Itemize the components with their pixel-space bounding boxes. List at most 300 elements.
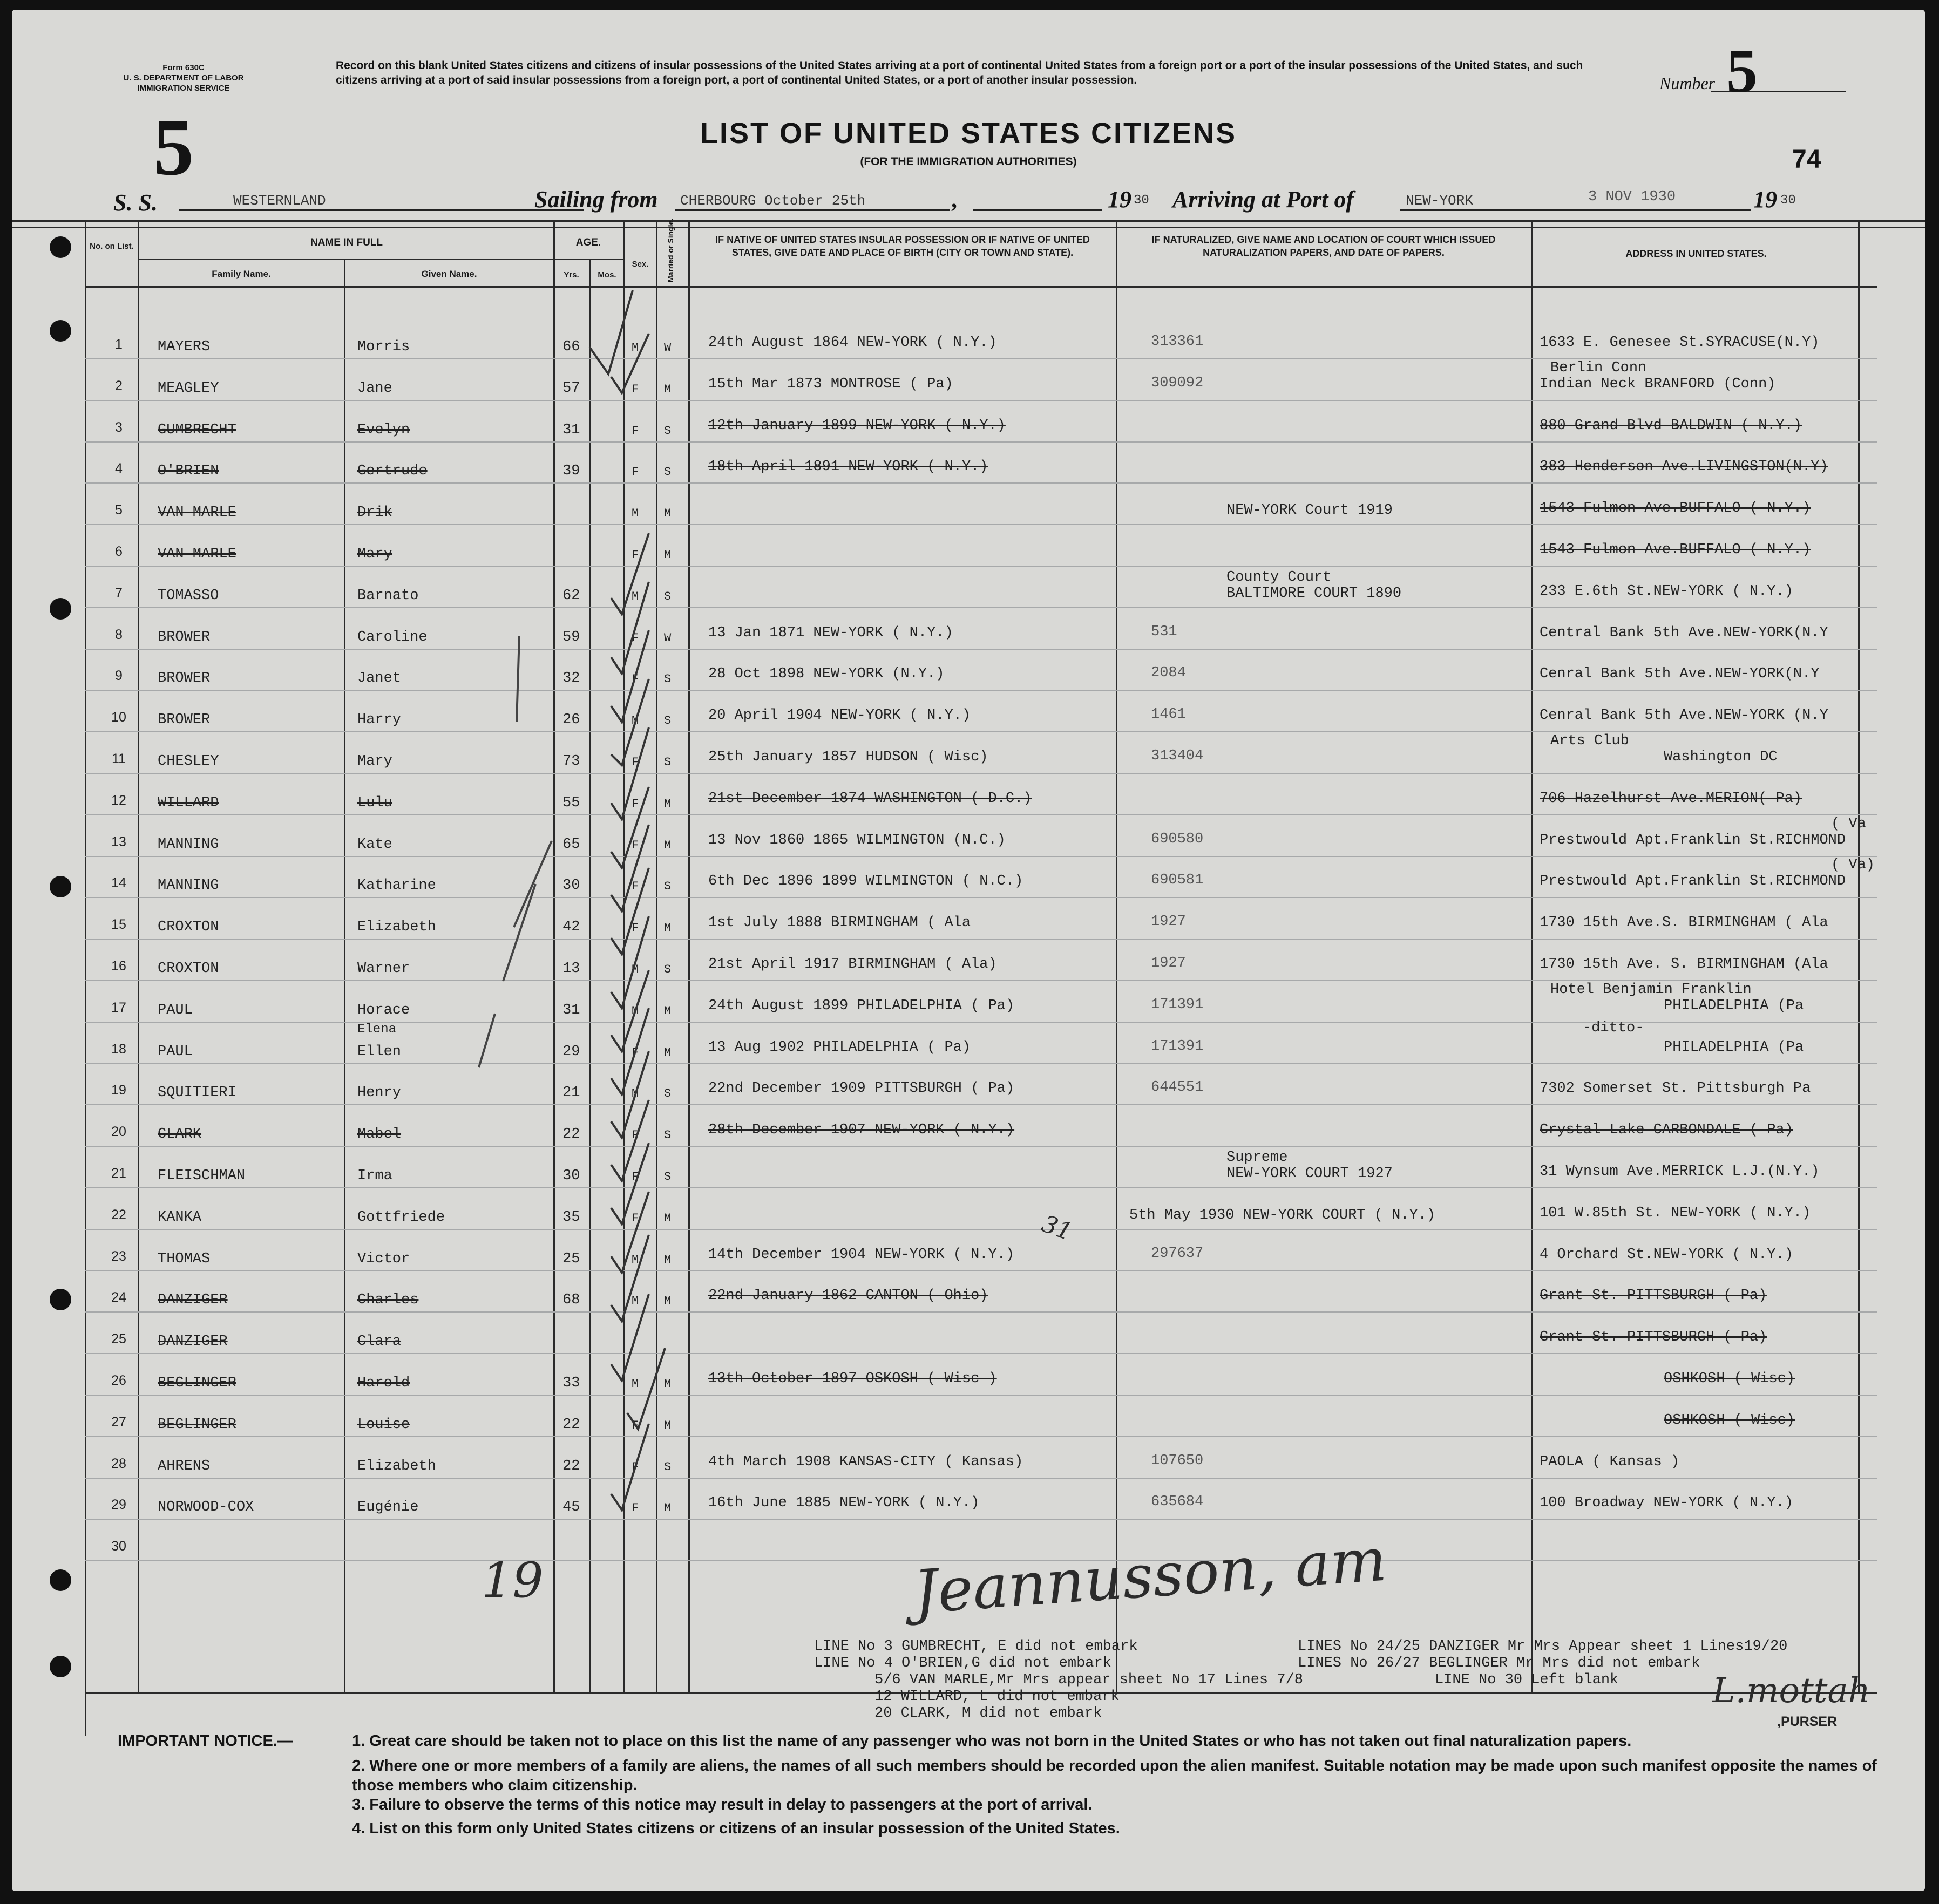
cell-birth: 21st December 1874 WASHINGTON ( D.C.)	[708, 790, 1032, 807]
cell-family: CROXTON	[158, 961, 219, 977]
cell-given: Mary	[357, 753, 392, 770]
cell-sex: F	[632, 382, 639, 396]
cell-no: 23	[111, 1248, 126, 1264]
cell-given: Irma	[357, 1168, 392, 1184]
cell-yrs: 22	[562, 1126, 580, 1143]
cell-addr: Indian Neck BRANFORD (Conn)	[1540, 376, 1776, 392]
footer-note-right: LINES No 26/27 BEGLINGER Mr Mrs did not embark	[1298, 1655, 1700, 1671]
ship-name: WESTERNLAND	[179, 189, 584, 211]
row-rule	[85, 1311, 1877, 1313]
cell-nat_note: County Court	[1226, 569, 1332, 586]
check-mark	[627, 1348, 665, 1429]
row-rule	[85, 690, 1877, 691]
cell-ms: S	[664, 714, 672, 728]
page-title: LIST OF UNITED STATES CITIZENS	[700, 117, 1237, 149]
check-mark	[611, 1294, 649, 1381]
cell-no: 26	[111, 1373, 126, 1388]
cell-given: Mabel	[357, 1126, 402, 1143]
row-rule	[85, 1104, 1877, 1105]
year-value-1: 30	[1134, 193, 1149, 208]
cell-no: 22	[111, 1207, 126, 1222]
cell-ms: S	[664, 1128, 672, 1143]
cell-family: CROXTON	[158, 919, 219, 936]
cell-yrs: 42	[562, 919, 580, 936]
cell-addr: 880 Grand Blvd BALDWIN ( N.Y.)	[1540, 417, 1802, 434]
row-rule	[85, 897, 1877, 898]
cell-birth: 4th March 1908 KANSAS-CITY ( Kansas)	[708, 1453, 1023, 1470]
col-age-header: AGE.	[575, 237, 601, 248]
footer-note: LINE No 3 GUMBRECHT, E did not embark	[814, 1638, 1138, 1655]
cell-addr: 1543 Fulmon Ave.BUFFALO ( N.Y.)	[1540, 542, 1811, 558]
cell-ms: S	[664, 756, 672, 769]
cell-given: Gertrude	[357, 463, 428, 480]
cell-ms: M	[664, 1294, 672, 1308]
cell-family: CHESLEY	[158, 753, 219, 770]
cell-ms: W	[664, 341, 672, 355]
cell-family: MANNING	[158, 836, 219, 853]
check-marks	[568, 280, 692, 1521]
cell-ms: W	[664, 631, 672, 645]
cell-addr_note: Arts Club	[1550, 733, 1629, 749]
cell-addr: PHILADELPHIA (Pa	[1664, 997, 1804, 1014]
arrival-date-stamp: 3 NOV 1930	[1588, 189, 1676, 205]
cell-addr_note: Berlin Conn	[1550, 359, 1647, 376]
cell-birth: 22nd January 1862 CANTON ( Ohio)	[708, 1288, 988, 1304]
cell-sex: F	[632, 1460, 639, 1474]
cell-no: 30	[111, 1539, 126, 1554]
cell-sex: F	[632, 1128, 639, 1143]
tally-mark	[514, 841, 552, 927]
notice-item-3: 3. Failure to observe the terms of this notice may result in delay to passengers at the port of arrival.	[352, 1796, 1093, 1813]
row-rule	[85, 1478, 1877, 1479]
tally-marks	[455, 625, 562, 1084]
cell-family: MEAGLEY	[158, 380, 219, 397]
cell-addr: PAOLA ( Kansas )	[1540, 1453, 1680, 1470]
cell-addr_note: ( Va	[1831, 815, 1866, 832]
cell-ms: S	[664, 465, 672, 479]
cell-ms: M	[664, 838, 672, 852]
tally-mark	[517, 636, 519, 722]
cell-sex: F	[632, 1211, 639, 1225]
cell-birth: 12th January 1899 NEW-YORK ( N.Y.)	[708, 417, 1006, 434]
cell-nat: 635684	[1151, 1494, 1204, 1511]
cell-nat: 313404	[1151, 748, 1204, 764]
cell-nat: 107650	[1151, 1452, 1204, 1469]
cell-given: Elizabeth	[357, 1458, 436, 1474]
cell-sex: M	[632, 1294, 639, 1308]
table-top-rule-2	[12, 227, 1925, 228]
cell-yrs: 31	[562, 421, 580, 438]
cell-addr: 706 Hazelhurst Ave.MERION( Pa)	[1540, 790, 1802, 807]
footer-note: 5/6 VAN MARLE,Mr Mrs appear sheet No 17 Lines 7/8	[874, 1672, 1303, 1688]
cell-yrs: 62	[562, 587, 580, 604]
cell-sex: F	[632, 1418, 639, 1432]
cell-sex: M	[632, 341, 639, 355]
sheet-mark: 5	[153, 103, 194, 192]
cell-yrs: 65	[562, 836, 580, 853]
cell-no: 29	[111, 1497, 126, 1513]
cell-given: Ellen	[357, 1043, 402, 1060]
col-sex-header: Sex.	[632, 260, 649, 269]
cell-addr: Crystal Lake CARBONDALE ( Pa)	[1540, 1122, 1793, 1139]
cell-given: Mary	[357, 546, 392, 562]
cell-family: BROWER	[158, 629, 211, 645]
cell-yrs: 39	[562, 463, 580, 480]
cell-given: Jane	[357, 380, 392, 397]
cell-addr: 100 Broadway NEW-YORK ( N.Y.)	[1540, 1495, 1793, 1512]
purser-label: ,PURSER	[1777, 1714, 1838, 1729]
name-subheader-rule	[138, 259, 564, 260]
cell-yrs: 30	[562, 878, 580, 894]
row-rule	[85, 1187, 1877, 1188]
cell-ms: S	[664, 1460, 672, 1474]
comma-1: ,	[951, 186, 957, 213]
check-mark	[611, 1051, 649, 1138]
cell-addr_ditto: -ditto-	[1583, 1019, 1644, 1036]
col-address-header: ADDRESS IN UNITED STATES.	[1625, 248, 1767, 259]
cell-family: TOMASSO	[158, 587, 219, 604]
number-label: Number	[1659, 73, 1716, 93]
cell-birth: 20 April 1904 NEW-YORK ( N.Y.)	[708, 708, 971, 724]
sailing-label: Sailing from	[534, 186, 658, 213]
cell-no: 16	[111, 958, 126, 974]
cell-sex: F	[632, 880, 639, 894]
cell-no: 8	[115, 627, 123, 642]
cell-addr: OSHKOSH ( Wisc)	[1664, 1371, 1795, 1387]
notice-item-2: 2. Where one or more members of a family are aliens, the names of all such members should be recorded upon the alien manifest. Suitable notation may be made upon such manifest opposite the names of those members who claim citizenship.	[352, 1757, 1877, 1794]
row-rule	[85, 400, 1877, 401]
cell-nat: 531	[1151, 623, 1177, 640]
col-birth-header: IF NATIVE OF UNITED STATES INSULAR POSSESSION OR IF NATIVE OF UNITED STATES, GIVE DATE AND PLACE OF BIRTH (CITY OR TOWN AND STATE).	[715, 234, 1090, 258]
binder-hole	[50, 1656, 71, 1677]
footer-note-right: LINE No 30 Left blank	[1435, 1672, 1619, 1688]
cell-sex: F	[632, 465, 639, 479]
cell-given: Victor	[357, 1250, 410, 1267]
cell-family: BEGLINGER	[158, 1416, 236, 1433]
cell-ms: M	[664, 1253, 672, 1267]
cell-family: PAUL	[158, 1002, 193, 1018]
cell-nat: NEW-YORK COURT 1927	[1226, 1166, 1393, 1182]
cell-addr: 31 Wynsum Ave.MERRICK L.J.(N.Y.)	[1540, 1164, 1820, 1180]
binder-hole	[50, 1289, 71, 1310]
cell-family: NORWOOD-COX	[158, 1499, 254, 1516]
notice-item-4: 4. List on this form only United States citizens or citizens of an insular possession of the United States.	[352, 1820, 1120, 1837]
cell-yrs: 57	[562, 380, 580, 397]
cell-no: 21	[111, 1166, 126, 1181]
cell-sex: F	[632, 672, 639, 686]
col-married-header: Married or Single.	[666, 218, 675, 282]
cell-sex: F	[632, 631, 639, 645]
cell-family: KANKA	[158, 1209, 202, 1226]
row-rule	[85, 358, 1877, 359]
cell-ms: S	[664, 1170, 672, 1184]
cell-addr: 1633 E. Genesee St.SYRACUSE(N.Y)	[1540, 335, 1820, 351]
cell-no: 27	[111, 1414, 126, 1430]
cell-ms: M	[664, 921, 672, 935]
manifest-sheet	[12, 10, 1925, 1891]
form-id-block	[70, 63, 297, 93]
check-mark-strokes	[589, 290, 665, 1510]
cell-ms: M	[664, 1377, 672, 1391]
cell-sex: M	[632, 507, 639, 521]
check-mark	[611, 582, 649, 674]
check-mark	[611, 787, 649, 868]
cell-no: 3	[115, 419, 123, 435]
cell-no: 24	[111, 1290, 126, 1305]
cell-ms: M	[664, 1004, 672, 1018]
cell-no: 15	[111, 917, 126, 933]
col-family-header: Family Name.	[212, 269, 271, 279]
cell-sex: M	[632, 1087, 639, 1101]
cell-addr: Prestwould Apt.Franklin St.RICHMOND	[1540, 873, 1846, 890]
cell-no: 4	[115, 461, 123, 477]
arriving-port: NEW-YORK	[1400, 189, 1751, 211]
notice-heading: IMPORTANT NOTICE.—	[118, 1732, 293, 1750]
row-rule	[85, 856, 1877, 857]
cell-nat: 297637	[1151, 1245, 1204, 1262]
col-mos-header: Mos.	[598, 270, 616, 280]
row-rule	[85, 607, 1877, 608]
binder-hole	[50, 236, 71, 258]
cell-sex: M	[632, 589, 639, 603]
cell-family: VAN MARLE	[158, 546, 236, 562]
cell-family: BROWER	[158, 712, 211, 729]
cell-yrs: 21	[562, 1085, 580, 1101]
page-subtitle: (FOR THE IMMIGRATION AUTHORITIES)	[860, 155, 1077, 168]
cell-family: AHRENS	[158, 1458, 211, 1474]
cell-birth: 24th August 1864 NEW-YORK ( N.Y.)	[708, 335, 997, 351]
cell-addr_note: ( Va)	[1831, 857, 1875, 874]
cell-birth: 22nd December 1909 PITTSBURGH ( Pa)	[708, 1080, 1015, 1097]
cell-ms: M	[664, 507, 672, 521]
cell-given: Evelyn	[357, 421, 410, 438]
cell-given: Harold	[357, 1375, 410, 1391]
cell-nat: 2084	[1151, 665, 1186, 682]
cell-yrs: 55	[562, 794, 580, 811]
check-mark	[611, 1008, 649, 1094]
col-nat-header: IF NATURALIZED, GIVE NAME AND LOCATION OF COURT WHICH ISSUED NATURALIZATION PAPERS, AND DATE OF PAPERS.	[1151, 234, 1496, 258]
cell-family: DANZIGER	[158, 1292, 228, 1309]
cell-ms: M	[664, 797, 672, 811]
cell-no: 28	[111, 1456, 126, 1471]
cell-given: Eugénie	[357, 1499, 419, 1516]
row-rule	[85, 649, 1877, 650]
cell-nat: 5th May 1930 NEW-YORK COURT ( N.Y.)	[1129, 1207, 1436, 1223]
cell-given: Drik	[357, 505, 392, 521]
cell-no: 18	[111, 1041, 126, 1057]
cell-yrs: 22	[562, 1416, 580, 1433]
cell-sex: F	[632, 548, 639, 562]
row-rule	[85, 1270, 1877, 1271]
check-mark	[611, 1424, 649, 1510]
cell-sex: F	[632, 838, 639, 852]
cell-given_note: Elena	[357, 1022, 397, 1037]
cell-yrs: 45	[562, 1499, 580, 1516]
col-yrs-header: Yrs.	[564, 270, 579, 280]
binder-hole	[50, 598, 71, 620]
cell-yrs: 25	[562, 1250, 580, 1267]
cell-family: BEGLINGER	[158, 1375, 236, 1391]
service: IMMIGRATION SERVICE	[137, 84, 230, 93]
cell-addr: 1730 15th Ave.S. BIRMINGHAM ( Ala	[1540, 915, 1828, 931]
cell-nat: NEW-YORK Court 1919	[1226, 502, 1393, 519]
cell-nat: 313361	[1151, 334, 1204, 350]
cell-given: Caroline	[357, 629, 428, 645]
cell-no: 7	[115, 585, 123, 601]
cell-family: THOMAS	[158, 1250, 211, 1267]
cell-addr: PHILADELPHIA (Pa	[1664, 1039, 1804, 1056]
col-name-header: NAME IN FULL	[310, 237, 383, 248]
cell-ms: M	[664, 1045, 672, 1059]
cell-ms: S	[664, 672, 672, 686]
cell-given: Horace	[357, 1002, 410, 1018]
cell-birth: 1st July 1888 BIRMINGHAM ( Ala	[708, 915, 971, 931]
cell-no: 10	[111, 710, 126, 725]
cell-yrs: 73	[562, 753, 580, 770]
page-stamp: 74	[1792, 145, 1821, 174]
cell-family: VAN MARLE	[158, 505, 236, 521]
cell-family: MAYERS	[158, 339, 211, 355]
cell-no: 9	[115, 668, 123, 684]
number-value: 5	[1726, 37, 1758, 106]
cell-nat: 690581	[1151, 872, 1204, 889]
tally-mark-strokes	[479, 636, 552, 1067]
cell-sex: F	[632, 797, 639, 811]
mark-31: 31	[1038, 1209, 1076, 1247]
cell-addr: Prestwould Apt.Franklin St.RICHMOND	[1540, 832, 1846, 848]
col-no-header: No. on List.	[90, 242, 134, 251]
notice-item-1: 1. Great care should be taken not to place on this list the name of any passenger who was not born in the United States or who has not taken out final naturalization papers.	[352, 1732, 1632, 1750]
cell-addr: 1543 Fulmon Ave.BUFFALO ( N.Y.)	[1540, 500, 1811, 517]
cell-given: Barnato	[357, 587, 419, 604]
cell-family: CLARK	[158, 1126, 202, 1143]
cell-nat_note: Supreme	[1226, 1150, 1288, 1166]
cell-family: WILLARD	[158, 794, 219, 811]
cell-addr: 4 Orchard St.NEW-YORK ( N.Y.)	[1540, 1246, 1793, 1263]
row-rule	[85, 566, 1877, 567]
cell-yrs: 68	[562, 1292, 580, 1309]
tally-mark	[479, 1014, 495, 1067]
cell-nat: 309092	[1151, 375, 1204, 391]
row-rule	[85, 731, 1877, 732]
cell-nat: 1927	[1151, 955, 1186, 971]
cell-sex: F	[632, 1501, 639, 1515]
cell-addr: 233 E.6th St.NEW-YORK ( N.Y.)	[1540, 583, 1793, 600]
officer-signature: Jeannusson, am	[911, 1525, 1389, 1627]
cell-addr_note: Hotel Benjamin Franklin	[1550, 981, 1752, 998]
arriving-label: Arriving at Port of	[1172, 186, 1354, 213]
cell-nat: BALTIMORE COURT 1890	[1226, 585, 1402, 602]
row-rule	[85, 939, 1877, 940]
cell-ms: S	[664, 880, 672, 894]
cell-no: 13	[111, 834, 126, 849]
col-given-header: Given Name.	[421, 269, 477, 279]
cell-no: 12	[111, 792, 126, 808]
cell-ms: M	[664, 1418, 672, 1432]
row-rule	[85, 1229, 1877, 1230]
check-mark	[611, 825, 649, 911]
cell-addr: Cenral Bank 5th Ave.NEW-YORK(N.Y	[1540, 666, 1820, 683]
cell-given: Katharine	[357, 878, 436, 894]
row-rule	[85, 1436, 1877, 1437]
cell-sex: M	[632, 963, 639, 976]
cell-no: 6	[115, 544, 123, 559]
row-rule	[85, 482, 1877, 484]
cell-given: Gottfriede	[357, 1209, 445, 1226]
cell-given: Kate	[357, 836, 392, 853]
cell-birth: 6th Dec 1896 1899 WILMINGTON ( N.C.)	[708, 873, 1023, 890]
footer-note: 20 CLARK, M did not embark	[874, 1705, 1102, 1722]
footer-note: LINE No 4 O'BRIEN,G did not embark	[814, 1655, 1111, 1671]
row-rule	[85, 814, 1877, 815]
cell-birth: 28th December 1907 NEW-YORK ( N.Y.)	[708, 1122, 1015, 1139]
row-rule	[85, 1063, 1877, 1064]
cell-birth: 13 Jan 1871 NEW-YORK ( N.Y.)	[708, 624, 953, 641]
cell-given: Elizabeth	[357, 919, 436, 936]
cell-no: 19	[111, 1083, 126, 1098]
cell-sex: F	[632, 424, 639, 438]
row-rule	[85, 1395, 1877, 1396]
cell-sex: M	[632, 1377, 639, 1391]
cell-given: Clara	[357, 1334, 402, 1350]
footer-note: 12 WILLARD, L did not embark	[874, 1689, 1120, 1705]
cell-yrs: 22	[562, 1458, 580, 1474]
cell-family: GUMBRECHT	[158, 421, 236, 438]
cell-family: FLEISCHMAN	[158, 1168, 246, 1184]
table-header-bottom-rule	[85, 286, 1877, 288]
cell-no: 25	[111, 1331, 126, 1347]
cell-nat: 644551	[1151, 1079, 1204, 1096]
footer-note-right: LINES No 24/25 DANZIGER Mr Mrs Appear sheet 1 Lines19/20	[1298, 1638, 1788, 1655]
cell-addr: Cenral Bank 5th Ave.NEW-YORK (N.Y	[1540, 708, 1828, 724]
cell-nat: 171391	[1151, 1038, 1204, 1055]
row-rule	[85, 1146, 1877, 1147]
cell-yrs: 29	[562, 1043, 580, 1060]
cell-yrs: 35	[562, 1209, 580, 1226]
cell-given: Warner	[357, 961, 410, 977]
cell-no: 2	[115, 378, 123, 393]
cell-family: BROWER	[158, 670, 211, 687]
cell-given: Morris	[357, 339, 410, 355]
cell-yrs: 31	[562, 1002, 580, 1018]
cell-sex: F	[632, 1045, 639, 1059]
cell-addr: Grant St. PITTSBURGH ( Pa)	[1540, 1329, 1767, 1346]
cell-ms: M	[664, 382, 672, 396]
cell-addr: 101 W.85th St. NEW-YORK ( N.Y.)	[1540, 1205, 1811, 1221]
cell-family: DANZIGER	[158, 1334, 228, 1350]
cell-sex: M	[632, 1253, 639, 1267]
check-mark	[589, 290, 633, 374]
table-top-rule	[12, 220, 1925, 222]
cell-ms: S	[664, 963, 672, 976]
cell-ms: S	[664, 1087, 672, 1101]
cell-yrs: 59	[562, 629, 580, 645]
tally-mark	[503, 884, 535, 981]
cell-given: Harry	[357, 712, 402, 729]
cell-nat: 690580	[1151, 831, 1204, 847]
cell-addr: 7302 Somerset St. Pittsburgh Pa	[1540, 1080, 1811, 1097]
cell-family: MANNING	[158, 878, 219, 894]
ss-label: S. S.	[113, 189, 158, 216]
year-label-1: 19	[1108, 186, 1131, 213]
row-rule	[85, 773, 1877, 774]
cell-family: O'BRIEN	[158, 463, 219, 480]
cell-given: Charles	[357, 1292, 419, 1309]
cell-addr: Washington DC	[1664, 749, 1778, 765]
sailing-from: CHERBOURG October 25th	[675, 189, 950, 211]
cell-given: Louise	[357, 1416, 410, 1433]
sailing-blank	[973, 189, 1102, 211]
